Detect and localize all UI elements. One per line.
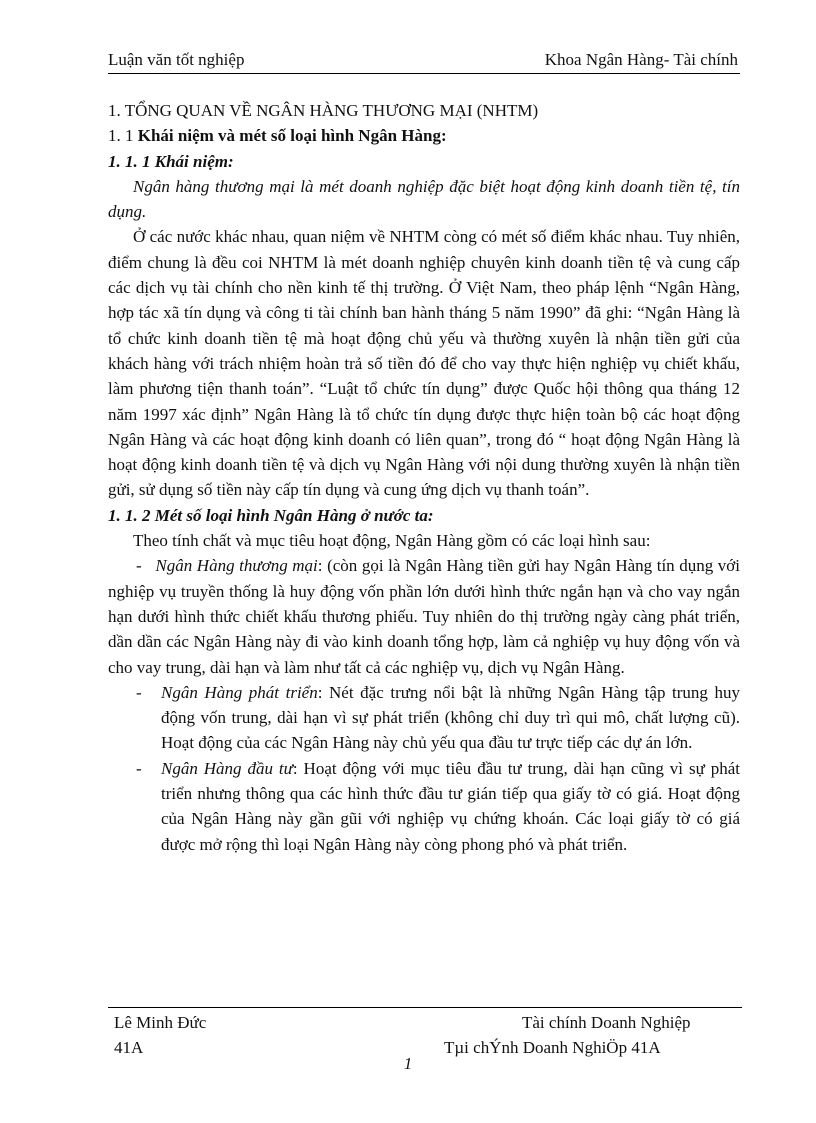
page-number: 1 <box>403 1054 413 1073</box>
list-term: Ngân Hàng phát triển <box>161 682 318 702</box>
page-body <box>108 98 740 857</box>
section-heading-1-1-2: 1. 1. 2 Mét số loại hình Ngân Hàng ở nước ta: <box>108 505 434 525</box>
list-dash: - <box>136 682 142 702</box>
footer-department-class: Tµi chÝnh Doanh NghiÖp 41A <box>444 1038 661 1057</box>
list-term: Ngân Hàng thương mại <box>155 556 318 576</box>
section-heading-1-1-1: 1. 1. 1 Khái niệm: <box>108 151 234 171</box>
list-text: : (còn gọi là Ngân Hàng tiền gửi hay Ngân Hàng tín dụng với nghiệp vụ truyền thống là huy động vốn phần lớn dưới hình thức ngắn hạn và cho vay ngắn hạn dưới hình thức chiết khấu thương phiếu. Tuy nhiên do thị trường ngày càng phát triển, dần dần các Ngân Hàng này đi vào kinh doanh tổng hợp, làm cả nghiệp vụ huy động vốn và cho vay trung, dài hạn và làm như tất cả các nghiệp vụ, dịch vụ Ngân Hàng. <box>108 556 741 677</box>
section-heading-1: 1. TỔNG QUAN VỀ NGÂN HÀNG THƯƠNG MẠI (NHTM) <box>108 101 539 120</box>
section-heading-1-1 <box>108 123 740 148</box>
list-text: : Hoạt động với mục tiêu đầu tư trung, dài hạn cũng vì sự phát triển nhưng thông qua các hình thức đầu tư gián tiếp qua giấy tờ có giá. Hoạt động của Ngân Hàng này gần gũi với nghiệp vụ chứng khoán. Các loại giấy tờ có giá được mở rộng thì loại Ngân Hàng này còng phong phó và phát triển. <box>161 758 740 854</box>
list-item <box>108 756 740 857</box>
list-dash: - <box>136 556 142 576</box>
list-term: Ngân Hàng đầu tư <box>161 758 293 778</box>
intro-paragraph: Theo tính chất và mục tiêu hoạt động, Ngân Hàng gồm có các loại hình sau: <box>133 531 651 551</box>
footer-divider <box>108 1007 742 1008</box>
list-item <box>108 680 740 756</box>
section-number: 1. 1 <box>108 126 138 146</box>
body-paragraph: Ở các nước khác nhau, quan niệm về NHTM còng có mét số điểm khác nhau. Tuy nhiên, điểm chung là đều coi NHTM là mét doanh nghiệp chuyên kinh doanh tiền tệ và cung cấp các dịch vụ tài chính cho nền kinh tế thị trường. Ở Việt Nam, theo pháp lệnh “Ngân Hàng, hợp tác xã tín dụng và công ti tài chính ban hành tháng 5 năm 1990” đã ghi: “Ngân Hàng là tổ chức kinh doanh tiền tệ mà hoạt động chủ yếu và thường xuyên là nhận tiền gửi của khách hàng với trách nhiệm hoàn trả số tiền đó để cho vay thực hiện nghiệp vụ chiết khấu, làm phương tiện thanh toán”. “Luật tổ chức tín dụng” được Quốc hội thông qua tháng 12 năm 1997 xác định” Ngân Hàng là tổ chức tín dụng được thực hiện toàn bộ các hoạt động Ngân Hàng và các hoạt động kinh doanh có liên quan”, trong đó “ hoạt động Ngân Hàng là hoạt động kinh doanh tiền tệ và dịch vụ Ngân Hàng với nội dung thường xuyên là nhận tiền gửi, sử dụng số tiền này cấp tín dụng và cung ứng dịch vụ thanh toán”. <box>108 227 740 500</box>
page-header <box>108 50 738 72</box>
list-dash: - <box>136 758 142 778</box>
section-title: Khái niệm và mét số loại hình Ngân Hàng: <box>137 126 447 146</box>
footer-author: Lê Minh Đức <box>114 1013 207 1032</box>
list-text: : Nét đặc trưng nổi bật là những Ngân Hàng tập trung huy động vốn trung, dài hạn vì sự phát triển (không chỉ duy trì qui mô, chất lượng cũ). Hoạt động của các Ngân Hàng này chủ yếu qua đầu tư trực tiếp các dự án lớn. <box>161 682 740 753</box>
footer-class: 41A <box>114 1038 144 1057</box>
header-divider <box>108 73 740 74</box>
header-faculty-label: Khoa Ngân Hàng- Tài chính <box>544 50 738 69</box>
header-thesis-label: Luận văn tốt nghiệp <box>108 50 245 69</box>
list-item <box>108 553 740 679</box>
definition-paragraph: Ngân hàng thương mại là mét doanh nghiệp đặc biệt hoạt động kinh doanh tiền tệ, tín dụng. <box>108 176 740 222</box>
footer-department: Tài chính Doanh Nghiệp <box>522 1013 691 1032</box>
